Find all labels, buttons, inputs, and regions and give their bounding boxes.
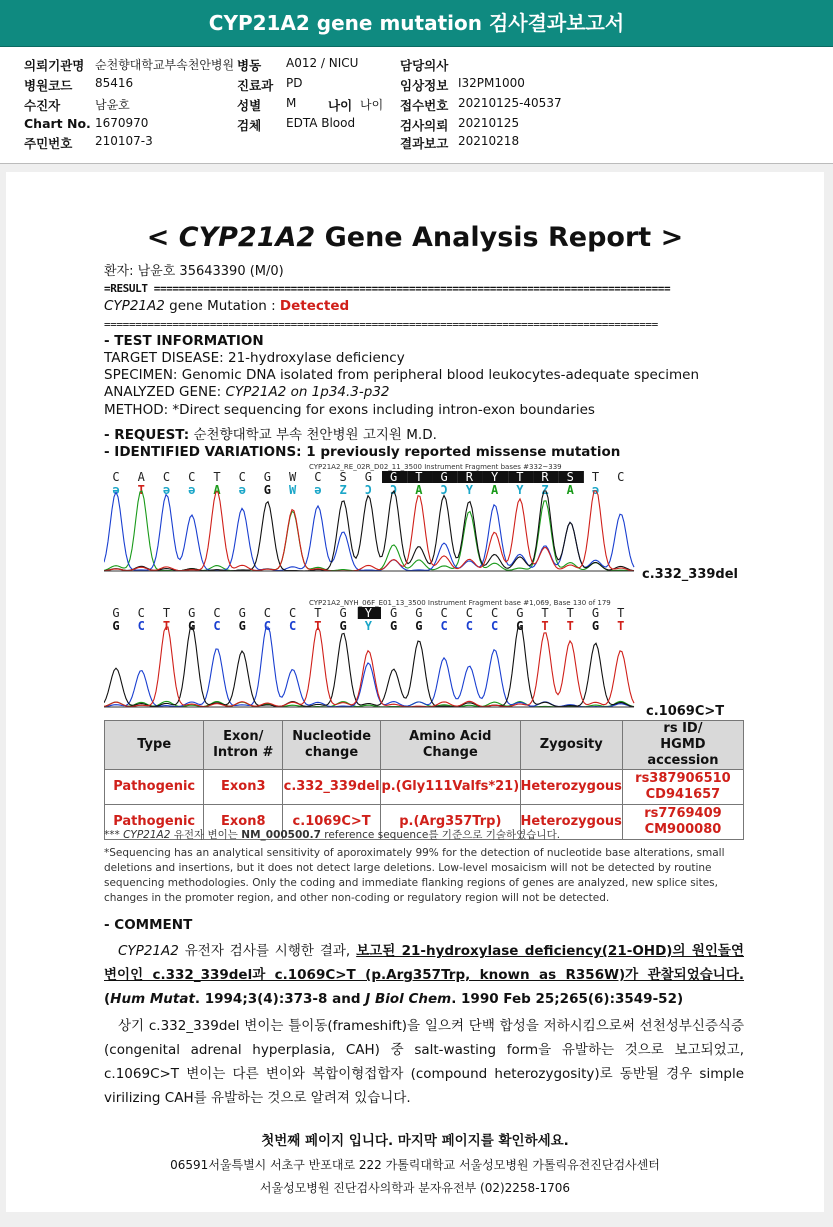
chromatogram-2 — [104, 597, 644, 717]
patient-value: 남윤호 — [95, 98, 130, 112]
footer-dept: 서울성모병원 진단검사의학과 분자유전부 (02)2258-1706 — [259, 1181, 571, 1195]
request-head: - REQUEST: — [104, 427, 190, 443]
base-call-top: G — [112, 606, 120, 620]
trace-G — [104, 627, 634, 707]
base-call-top: G — [188, 606, 196, 620]
base-call-bottom: G — [516, 619, 524, 633]
base-call-top: C — [490, 606, 499, 620]
patient-info-header — [0, 47, 833, 164]
chart-value: 1670970 — [95, 116, 149, 130]
base-call-top: C — [238, 470, 246, 484]
base-call-top: C — [263, 606, 272, 620]
comment-paragraph-1 — [104, 939, 744, 1011]
result-separator: =RESULT =================================================================================== — [104, 282, 671, 295]
base-call-top: R — [465, 470, 473, 484]
title-gene: CYP21A2 — [178, 222, 316, 253]
base-call-bottom: A — [415, 483, 423, 497]
base-call-bottom: G — [339, 619, 347, 633]
separator-line: ========================================================================================= — [104, 318, 658, 331]
comment-paragraph-2: 상기 c.332_339del 변이는 틀이동(frameshift)을 일으켜 단백 합성을 저하시킴으로써 선천성부신증식증(congenital adrenal hyperplasia, CAH) 중 salt-wasting form을 유발하는 것으로 보고되었고, c.1069C>T 변이는 다른 변이와 복합이형접합자 (compound heterozygosity)로 동반될 경우 simple virilizing CAH를 유발하는 것으로 알려져 있습니다. — [104, 1018, 744, 1106]
base-call-bottom: ə — [238, 483, 246, 497]
base-call-bottom: C — [490, 619, 499, 633]
cell-zygosity: Heterozygous — [520, 805, 622, 840]
chromatogram-2-svg — [104, 597, 644, 717]
base-call-bottom: C — [263, 619, 272, 633]
base-call-bottom: G — [591, 619, 600, 633]
base-call-top: G — [339, 606, 347, 620]
base-call-bottom: T — [162, 619, 171, 633]
base-call-top: T — [516, 470, 524, 484]
report-date-label: 결과보고 — [400, 136, 449, 151]
chromatogram-1 — [104, 461, 644, 581]
base-call-bottom: Ͻ — [364, 483, 372, 497]
base-call-bottom: Ͻ — [440, 483, 448, 497]
chart-label: Chart No. — [24, 116, 91, 131]
request-line — [104, 423, 437, 443]
base-call-top: T — [566, 606, 574, 620]
base-call-top: S — [339, 470, 347, 484]
base-call-bottom: T — [137, 483, 145, 497]
requester-label: 의뢰기관명 — [24, 58, 85, 73]
comment-p1-a: 유전자 검사를 시행한 결과, — [178, 943, 357, 959]
base-call-bottom: ə — [188, 483, 196, 497]
base-call-bottom: ə — [591, 483, 600, 497]
specimen-value: EDTA Blood — [286, 116, 356, 130]
base-call-top: C — [289, 606, 297, 620]
base-call-top: R — [541, 470, 549, 484]
base-call-bottom: T — [617, 619, 625, 633]
base-call-bottom: C — [137, 619, 145, 633]
base-call-bottom: ə — [112, 483, 120, 497]
footer-address: 06591서울특별시 서초구 반포대로 222 가톨릭대학교 서울성모병원 가톨릭유전진단검사센터 — [170, 1158, 660, 1172]
base-call-top: C — [137, 606, 145, 620]
trace-C — [104, 492, 634, 570]
base-call-bottom: Y — [516, 483, 524, 497]
cell-amino-acid: p.(Gly111Valfs*21) — [381, 770, 520, 805]
cell-type: Pathogenic — [105, 770, 204, 805]
col-zygosity: Zygosity — [520, 721, 622, 770]
ref-gene: CYP21A2 — [123, 829, 171, 841]
cell-nucleotide: c.1069C>T — [283, 805, 381, 840]
clinical-value: I32PM1000 — [458, 76, 525, 90]
ref-suffix: reference sequence를 기준으로 기술하였습니다. — [320, 829, 561, 841]
base-call-top: T — [591, 470, 600, 484]
base-call-top: T — [541, 606, 549, 620]
cell-exon: Exon3 — [204, 770, 283, 805]
col-nucleotide: Nucleotide change — [283, 721, 381, 770]
receipt-value: 20210125-40537 — [458, 96, 562, 110]
base-call-bottom: T — [541, 619, 549, 633]
results-table — [104, 720, 744, 840]
cell-rsid: rs387906510 CD941657 — [622, 770, 743, 805]
base-call-bottom: T — [566, 619, 574, 633]
request-date-label: 검사의뢰 — [400, 118, 449, 133]
base-call-bottom: C — [289, 619, 297, 633]
ward-label: 병동 — [237, 58, 262, 73]
base-call-top: W — [289, 470, 297, 484]
trace-A — [104, 491, 634, 571]
report-page — [6, 172, 824, 1212]
base-call-bottom: G — [390, 619, 398, 633]
comment-finding: 보고된 21-hydroxylase deficiency(21-OHD)의 원인돌연변이인 c.332_339del과 c.1069C>T (p.Arg357Trp, known as R356W)가 관찰되었습니다. — [104, 943, 744, 983]
ref-prefix: *** — [104, 829, 124, 841]
target-disease: TARGET DISEASE: 21-hydroxylase deficiency — [104, 350, 405, 366]
base-call-top: C — [440, 606, 448, 620]
base-call-top: T — [314, 606, 322, 620]
trace-C — [104, 627, 634, 707]
id-label: 주민번호 — [24, 136, 73, 151]
base-call-top: A — [137, 470, 145, 484]
base-call-top: S — [566, 470, 574, 484]
age-value: 나이 — [360, 98, 384, 112]
page-note: 첫번째 페이지 입니다. 마지막 페이지를 확인하세요. — [261, 1133, 569, 1149]
receipt-label: 접수번호 — [400, 98, 449, 113]
base-call-top: T — [213, 470, 221, 484]
base-call-top: G — [390, 606, 398, 620]
dept-label: 진료과 — [237, 78, 274, 93]
chromatogram-caption: CYP21A2_RE_02R_D02_11_3500 Instrument Fragment bases #332~339 — [309, 463, 562, 471]
analyzed-gene — [104, 384, 390, 400]
hospital-code-value: 85416 — [95, 76, 134, 90]
base-call-bottom: T — [314, 619, 322, 633]
method-line: METHOD: *Direct sequencing for exons including intron-exon boundaries — [104, 402, 595, 418]
analyzed-gene-name: CYP21A2 on 1p34.3-p32 — [225, 384, 390, 400]
base-call-top: G — [415, 606, 423, 620]
base-call-bottom: G — [415, 619, 423, 633]
mutation-status: Detected — [279, 298, 350, 314]
comment-citation: (Hum Mutat. 1994;3(4):373-8 and J Biol Chem. 1990 Feb 25;265(6):3549-52) — [104, 991, 684, 1007]
sensitivity-note: *Sequencing has an analytical sensitivity of aporoximately 99% for the detection of nucleotide base alterations, small deletions and insertions, but it does not detect large deletions. Low-level mosaicism will not be detected by routine sequencing methodologies. Only the coding and immediate flanking regions of genes are analyzed, new splice sites, changes in the promoter region, and other non-coding or regulatory region will not be detected. — [104, 847, 725, 904]
title-prefix: < — [146, 222, 179, 253]
comment-head: - COMMENT — [104, 917, 193, 933]
sex-value: M — [286, 96, 297, 110]
base-call-top: C — [162, 470, 171, 484]
report-date-value: 20210218 — [458, 134, 520, 148]
chromatogram-caption: CYP21A2_NYH_06F_E01_13_3500 Instrument Fragment base #1,069, Base 130 of 179 — [309, 599, 611, 607]
dept-value: PD — [286, 76, 303, 90]
base-call-bottom: Ͻ — [390, 483, 398, 497]
doctor-label: 담당의사 — [400, 58, 449, 73]
mutation-text: gene Mutation : — [164, 298, 280, 314]
hospital-code-label: 병원코드 — [24, 78, 73, 93]
patient-label: 수진자 — [24, 98, 61, 113]
test-info-head: - TEST INFORMATION — [104, 333, 264, 349]
base-call-bottom: G — [112, 619, 120, 633]
base-call-bottom: C — [465, 619, 473, 633]
age-label: 나이 — [328, 98, 353, 113]
base-call-top: G — [440, 470, 448, 484]
chromatogram-1-mutation: c.332_339del — [642, 567, 738, 582]
base-call-bottom: C — [213, 619, 221, 633]
base-call-top: T — [415, 470, 423, 484]
trace-G — [104, 491, 634, 571]
base-call-top: C — [188, 470, 196, 484]
base-call-bottom: G — [263, 483, 272, 497]
base-call-top: C — [617, 470, 625, 484]
base-call-bottom: A — [490, 483, 499, 497]
base-call-top: G — [263, 470, 272, 484]
base-call-top: C — [213, 606, 221, 620]
mutation-gene: CYP21A2 — [104, 298, 165, 314]
base-call-top: G — [591, 606, 600, 620]
reference-note — [104, 828, 744, 843]
cell-amino-acid: p.(Arg357Trp) — [381, 805, 520, 840]
base-call-top: G — [390, 470, 398, 484]
analyzed-prefix: ANALYZED GENE: — [104, 384, 226, 400]
base-call-bottom: C — [440, 619, 448, 633]
base-call-bottom: W — [289, 483, 297, 497]
clinical-label: 임상정보 — [400, 78, 449, 93]
mutation-line — [104, 298, 349, 314]
table-row — [105, 770, 744, 805]
base-call-bottom: Y — [364, 619, 372, 633]
base-call-top: G — [516, 606, 524, 620]
base-call-top: C — [314, 470, 322, 484]
comment-gene: CYP21A2 — [118, 943, 179, 959]
col-amino-acid: Amino Acid Change — [381, 721, 520, 770]
cell-type: Pathogenic — [105, 805, 204, 840]
col-rsid: rs ID/ HGMD accession — [622, 721, 743, 770]
cell-nucleotide: c.332_339del — [283, 770, 381, 805]
trace-T — [104, 627, 634, 707]
request-date-value: 20210125 — [458, 116, 520, 130]
base-call-top: T — [162, 606, 171, 620]
base-call-top: T — [617, 606, 625, 620]
ref-seq: NM_000500.7 — [241, 829, 321, 841]
ref-mid: 유전자 변이는 — [170, 829, 242, 841]
chromatogram-1-svg — [104, 461, 644, 581]
base-call-bottom: G — [238, 619, 246, 633]
col-type: Type — [105, 721, 204, 770]
report-title-bar: CYP21A2 gene mutation 검사결과보고서 — [0, 0, 833, 47]
base-call-top: G — [364, 470, 372, 484]
base-call-bottom: ə — [162, 483, 171, 497]
base-call-top: C — [465, 606, 473, 620]
request-value: 순천향대학교 부속 천안병원 고지원 M.D. — [189, 427, 437, 443]
title-suffix: Gene Analysis Report > — [315, 222, 684, 253]
report-title — [6, 222, 824, 253]
requester-value: 순천향대학교부속천안병원 — [95, 58, 235, 72]
trace-T — [104, 491, 634, 571]
variations-head: - IDENTIFIED VARIATIONS: 1 previously reported missense mutation — [104, 444, 621, 460]
base-call-top: G — [238, 606, 246, 620]
base-call-top: C — [112, 470, 120, 484]
base-call-bottom: A — [566, 483, 574, 497]
base-call-top: Y — [364, 606, 372, 620]
base-call-bottom: Z — [339, 483, 347, 497]
sex-label: 성별 — [237, 98, 262, 113]
base-call-top: Y — [490, 470, 499, 484]
cell-rsid: rs7769409 CM900080 — [622, 805, 743, 840]
cell-exon: Exon8 — [204, 805, 283, 840]
table-header-row — [105, 721, 744, 770]
id-value: 210107-3 — [95, 134, 153, 148]
col-exon: Exon/ Intron # — [204, 721, 283, 770]
specimen-line: SPECIMEN: Genomic DNA isolated from peripheral blood leukocytes-adequate specimen — [104, 367, 700, 383]
specimen-label: 검체 — [237, 118, 262, 133]
base-call-bottom: A — [213, 483, 221, 497]
base-call-bottom: G — [188, 619, 196, 633]
cell-zygosity: Heterozygous — [520, 770, 622, 805]
chromatogram-2-mutation: c.1069C>T — [646, 704, 725, 719]
base-call-bottom: ə — [314, 483, 322, 497]
ward-value: A012 / NICU — [286, 56, 359, 70]
base-call-bottom: Z — [541, 483, 549, 497]
base-call-bottom: Y — [465, 483, 473, 497]
patient-line: 환자: 남윤호 35643390 (M/0) — [104, 264, 284, 279]
